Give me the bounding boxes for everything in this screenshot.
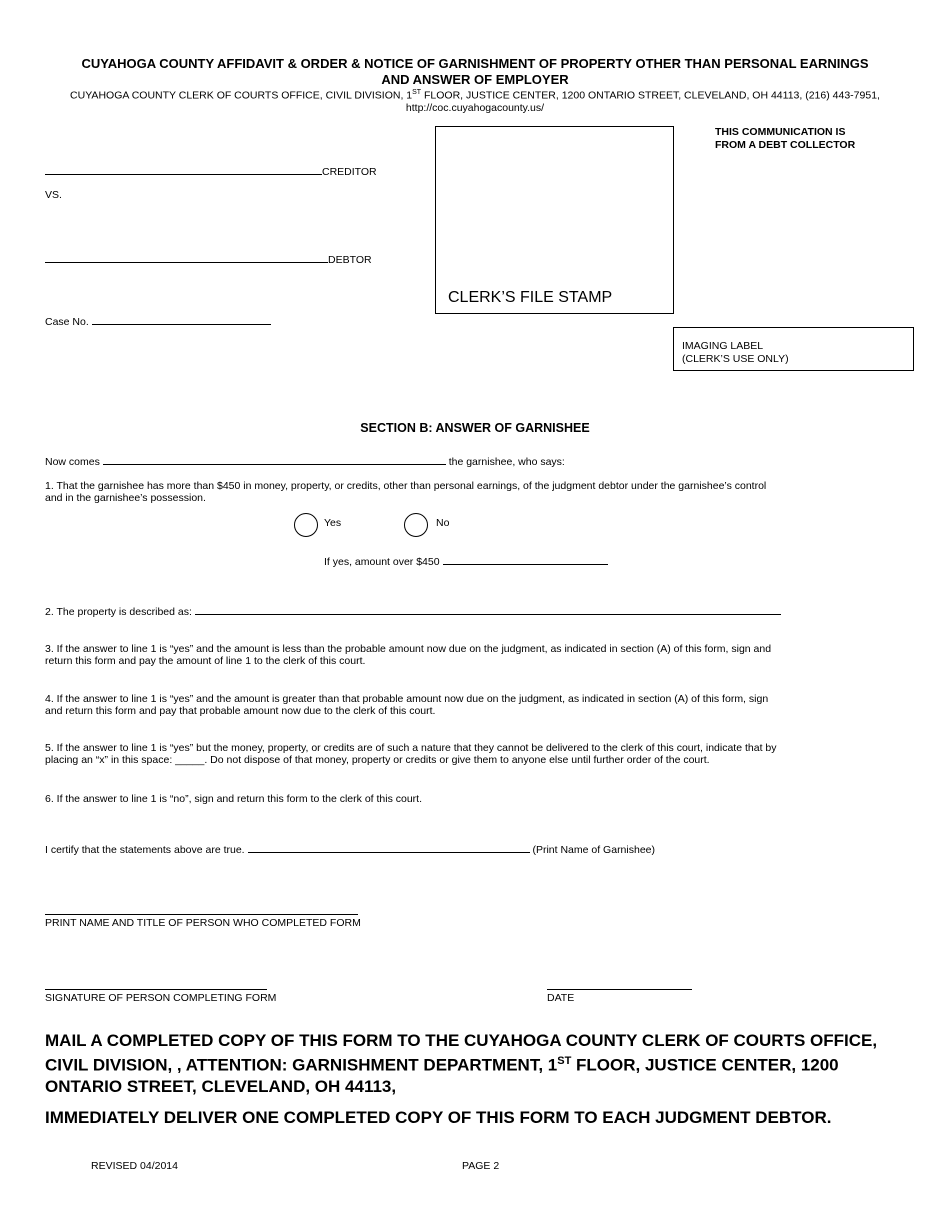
case-number-blank[interactable] (92, 314, 271, 325)
debtor-field: DEBTOR (45, 252, 372, 266)
mail-instructions: MAIL A COMPLETED COPY OF THIS FORM TO THE CUYAHOGA COUNTY CLERK OF COURTS OFFICE, CIVIL DIVISION, , ATTENTION: GARNISHMENT DEPARTMENT, 1ST FLOOR, JUSTICE CENTER, 1200 ONTARIO STREET, CLEVELAND, OH 44113, (45, 1031, 878, 1096)
item-1: 1. That the garnishee has more than $450 in money, property, or credits, other than personal earnings, of the judgment debtor under the garnishee’s control and in the garnishee’s possession. (45, 480, 767, 504)
item-4: 4. If the answer to line 1 is “yes” and the amount is greater than that probable amount now due on the judgment, as indicated in section (A) of this form, sign and return this form and pay that probable amount now due to the clerk of this court. (45, 693, 769, 717)
revised-date: REVISED 04/2014 (91, 1160, 178, 1172)
garnishee-name-blank[interactable] (103, 454, 446, 465)
yes-radio[interactable] (294, 513, 318, 537)
debtor-blank[interactable] (45, 252, 328, 263)
signature-line[interactable] (45, 979, 267, 990)
date-line[interactable] (547, 979, 692, 990)
item-6: 6. If the answer to line 1 is “no”, sign and return this form to the clerk of this court. (45, 793, 423, 805)
imaging-label-text: IMAGING LABEL (CLERK’S USE ONLY) (682, 340, 789, 365)
debt-collector-notice-line1: THIS COMMUNICATION IS (715, 126, 846, 138)
item-2: 2. The property is described as: (45, 604, 781, 618)
property-description-blank[interactable] (195, 604, 781, 615)
item-3: 3. If the answer to line 1 is “yes” and the amount is less than the probable amount now due on the judgment, as indicated in section (A) of this form, sign and return this form and pay the amount of line 1 to the clerk of this court. (45, 643, 772, 667)
signature-label: SIGNATURE OF PERSON COMPLETING FORM (45, 992, 277, 1004)
print-name-title-line[interactable] (45, 904, 358, 915)
yes-label: Yes (324, 517, 342, 529)
clerk-file-stamp-label: CLERK’S FILE STAMP (448, 289, 613, 306)
now-comes-field: Now comes the garnishee, who says: (45, 456, 565, 468)
no-radio[interactable] (404, 513, 428, 537)
form-title-line1: CUYAHOGA COUNTY AFFIDAVIT & ORDER & NOTICE OF GARNISHMENT OF PROPERTY OTHER THAN PERSONAL EARNINGS (81, 56, 869, 71)
deliver-instructions: IMMEDIATELY DELIVER ONE COMPLETED COPY OF THIS FORM TO EACH JUDGMENT DEBTOR. (45, 1108, 832, 1127)
no-label: No (436, 517, 450, 529)
section-b-heading: SECTION B: ANSWER OF GARNISHEE (360, 421, 590, 435)
form-title-line2: AND ANSWER OF EMPLOYER (381, 72, 569, 87)
debt-collector-notice-line2: FROM A DEBT COLLECTOR (715, 139, 856, 151)
amount-over-field: If yes, amount over $450 (324, 554, 608, 568)
item-5: 5. If the answer to line 1 is “yes” but the money, property, or credits are of such a nature that they cannot be delivered to the clerk of this court, indicate that by placing an “x” in this space: _____. Do not dispose of that money, property or credits or give them to anyone else until further order of the court. (45, 742, 777, 766)
certify-field: I certify that the statements above are true. (Print Name of Garnishee) (45, 844, 655, 856)
imaging-label-box (673, 327, 914, 371)
creditor-field: CREDITOR (45, 164, 377, 178)
case-number-field: Case No. (45, 314, 271, 328)
amount-blank[interactable] (443, 554, 608, 565)
clerk-file-stamp-box (435, 126, 674, 314)
clerk-address: CUYAHOGA COUNTY CLERK OF COURTS OFFICE, CIVIL DIVISION, 1ST FLOOR, JUSTICE CENTER, 1200 ONTARIO STREET, CLEVELAND, OH 44113, (216) 443-7951, (70, 89, 880, 102)
page-number: PAGE 2 (462, 1160, 500, 1172)
vs-label: VS. (45, 189, 62, 201)
creditor-blank[interactable] (45, 164, 322, 175)
print-name-title-label: PRINT NAME AND TITLE OF PERSON WHO COMPLETED FORM (45, 917, 361, 929)
clerk-url[interactable]: http://coc.cuyahogacounty.us/ (405, 102, 545, 114)
garnishee-print-name-blank[interactable] (248, 842, 530, 853)
date-label: DATE (547, 992, 575, 1004)
